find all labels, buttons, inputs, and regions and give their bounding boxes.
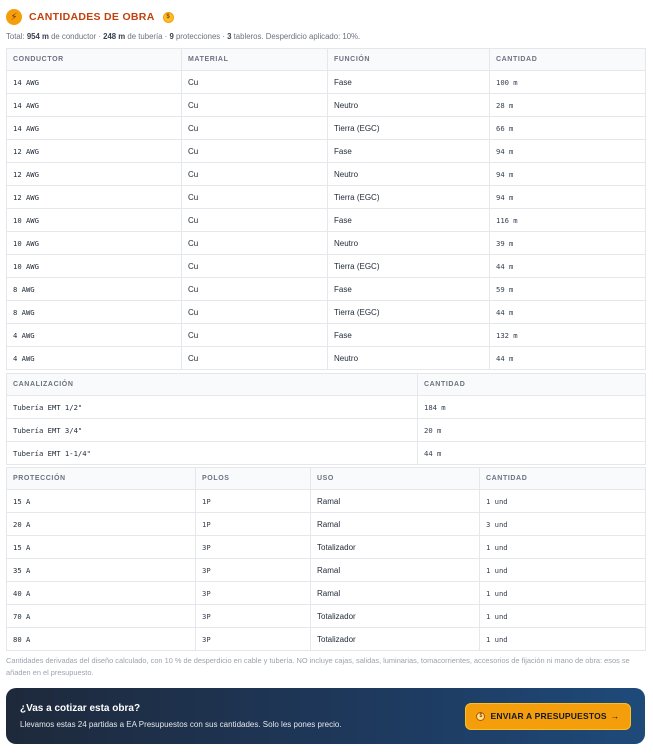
table-row xyxy=(7,605,646,628)
function-cell: Fase xyxy=(328,278,490,301)
use-cell: Ramal xyxy=(311,490,480,513)
function-cell: Fase xyxy=(328,324,490,347)
use-cell: Totalizador xyxy=(311,605,480,628)
material-cell: Cu xyxy=(182,324,328,347)
summary-conductor-label: de conductor · xyxy=(51,32,101,41)
quantity-cell: 1 und xyxy=(480,605,646,628)
conductors-table xyxy=(6,48,646,370)
protection-cell: 15 A xyxy=(7,490,196,513)
protection-cell: 80 A xyxy=(7,628,196,651)
table-row xyxy=(7,419,646,442)
function-cell: Tierra (EGC) xyxy=(328,117,490,140)
table-row xyxy=(7,301,646,324)
table-row xyxy=(7,209,646,232)
material-cell: Cu xyxy=(182,94,328,117)
bolt-icon: ⚡ xyxy=(6,9,22,25)
send-button-label: ENVIAR A PRESUPUESTOS xyxy=(490,711,607,721)
canalizacion-header-row xyxy=(7,374,646,396)
protection-cell: 70 A xyxy=(7,605,196,628)
table-row xyxy=(7,140,646,163)
function-cell: Fase xyxy=(328,71,490,94)
cta-subtitle: Llevamos estas 24 partidas a EA Presupuestos con sus cantidades. Solo les pones precio. xyxy=(20,720,342,729)
protection-cell: 40 A xyxy=(7,582,196,605)
material-cell: Cu xyxy=(182,71,328,94)
quantity-cell: 20 m xyxy=(418,419,646,442)
use-cell: Ramal xyxy=(311,559,480,582)
table-row xyxy=(7,255,646,278)
use-cell: Totalizador xyxy=(311,536,480,559)
table-row xyxy=(7,536,646,559)
send-to-budgets-button[interactable] xyxy=(465,703,631,730)
poles-cell: 3P xyxy=(196,628,311,651)
conduit-cell: Tubería EMT 3/4" xyxy=(7,419,418,442)
conductor-cell: 8 AWG xyxy=(7,278,182,301)
table-row xyxy=(7,71,646,94)
column-header: MATERIAL xyxy=(182,49,328,71)
quantity-cell: 132 m xyxy=(490,324,646,347)
conductor-cell: 12 AWG xyxy=(7,140,182,163)
table-row xyxy=(7,94,646,117)
quantity-cell: 1 und xyxy=(480,559,646,582)
quantity-cell: 1 und xyxy=(480,628,646,651)
quantity-cell: 44 m xyxy=(490,347,646,370)
column-header: FUNCIÓN xyxy=(328,49,490,71)
protection-cell: 15 A xyxy=(7,536,196,559)
column-header: CANTIDAD xyxy=(418,374,646,396)
poles-cell: 1P xyxy=(196,513,311,536)
summary-protecciones-value: 9 xyxy=(169,32,174,41)
poles-cell: 3P xyxy=(196,605,311,628)
summary-tableros-value: 3 xyxy=(227,32,232,41)
function-cell: Tierra (EGC) xyxy=(328,255,490,278)
function-cell: Neutro xyxy=(328,163,490,186)
column-header: CANTIDAD xyxy=(480,468,646,490)
material-cell: Cu xyxy=(182,209,328,232)
summary-tuberia-value: 248 m xyxy=(103,32,126,41)
poles-cell: 3P xyxy=(196,536,311,559)
poles-cell: 3P xyxy=(196,582,311,605)
protection-cell: 35 A xyxy=(7,559,196,582)
protection-cell: 20 A xyxy=(7,513,196,536)
material-cell: Cu xyxy=(182,255,328,278)
table-row xyxy=(7,117,646,140)
poles-cell: 3P xyxy=(196,559,311,582)
summary-prefix: Total: xyxy=(6,32,25,41)
function-cell: Tierra (EGC) xyxy=(328,186,490,209)
material-cell: Cu xyxy=(182,301,328,324)
column-header: CANALIZACIÓN xyxy=(7,374,418,396)
quantity-cell: 94 m xyxy=(490,186,646,209)
column-header: CONDUCTOR xyxy=(7,49,182,71)
column-header: PROTECCIÓN xyxy=(7,468,196,490)
material-cell: Cu xyxy=(182,347,328,370)
cta-banner xyxy=(6,688,645,744)
conductor-cell: 12 AWG xyxy=(7,163,182,186)
quantity-cell: 1 und xyxy=(480,490,646,513)
table-row xyxy=(7,232,646,255)
material-cell: Cu xyxy=(182,140,328,163)
protecciones-header-row xyxy=(7,468,646,490)
quantity-cell: 94 m xyxy=(490,163,646,186)
quantity-cell: 100 m xyxy=(490,71,646,94)
canalizacion-table xyxy=(6,373,646,465)
quantity-cell: 1 und xyxy=(480,582,646,605)
quantity-cell: 39 m xyxy=(490,232,646,255)
table-row xyxy=(7,186,646,209)
use-cell: Totalizador xyxy=(311,628,480,651)
conductor-cell: 14 AWG xyxy=(7,117,182,140)
section-title: CANTIDADES DE OBRA xyxy=(29,11,155,23)
table-row xyxy=(7,163,646,186)
material-cell: Cu xyxy=(182,278,328,301)
material-cell: Cu xyxy=(182,186,328,209)
quantity-cell: 66 m xyxy=(490,117,646,140)
table-row xyxy=(7,442,646,465)
summary-tableros-label: tableros. Desperdicio aplicado: 10%. xyxy=(233,32,361,41)
table-row xyxy=(7,278,646,301)
conductor-cell: 14 AWG xyxy=(7,71,182,94)
table-row xyxy=(7,396,646,419)
footnote: Cantidades derivadas del diseño calculado, con 10 % de desperdicio en cable y tubería. NO incluye cajas, salidas, luminarias, tomacorrientes, accesorios de fijación ni mano de obra: esos se añaden en el presupuesto. xyxy=(6,656,630,677)
conductor-cell: 10 AWG xyxy=(7,232,182,255)
function-cell: Neutro xyxy=(328,232,490,255)
table-row xyxy=(7,490,646,513)
table-row xyxy=(7,559,646,582)
coin-icon: $ xyxy=(476,712,485,721)
table-row xyxy=(7,347,646,370)
quantity-cell: 94 m xyxy=(490,140,646,163)
conductor-cell: 10 AWG xyxy=(7,209,182,232)
table-row xyxy=(7,513,646,536)
summary-protecciones-label: protecciones · xyxy=(175,32,225,41)
function-cell: Neutro xyxy=(328,94,490,117)
quantity-cell: 44 m xyxy=(490,255,646,278)
conductor-cell: 10 AWG xyxy=(7,255,182,278)
use-cell: Ramal xyxy=(311,513,480,536)
conductors-header-row xyxy=(7,49,646,71)
quantity-cell: 116 m xyxy=(490,209,646,232)
column-header: POLOS xyxy=(196,468,311,490)
quantity-cell: 3 und xyxy=(480,513,646,536)
table-row xyxy=(7,582,646,605)
conductor-cell: 4 AWG xyxy=(7,347,182,370)
function-cell: Fase xyxy=(328,209,490,232)
summary-line xyxy=(6,32,360,41)
material-cell: Cu xyxy=(182,163,328,186)
function-cell: Neutro xyxy=(328,347,490,370)
quantity-cell: 44 m xyxy=(418,442,646,465)
poles-cell: 1P xyxy=(196,490,311,513)
conductor-cell: 14 AWG xyxy=(7,94,182,117)
quantity-cell: 59 m xyxy=(490,278,646,301)
coin-icon: $ xyxy=(163,12,174,23)
table-row xyxy=(7,324,646,347)
conduit-cell: Tubería EMT 1-1/4" xyxy=(7,442,418,465)
summary-conductor-value: 954 m xyxy=(26,32,49,41)
function-cell: Tierra (EGC) xyxy=(328,301,490,324)
protecciones-table xyxy=(6,467,646,651)
function-cell: Fase xyxy=(328,140,490,163)
conductor-cell: 12 AWG xyxy=(7,186,182,209)
column-header: CANTIDAD xyxy=(490,49,646,71)
cta-title: ¿Vas a cotizar esta obra? xyxy=(20,703,141,714)
conductor-cell: 4 AWG xyxy=(7,324,182,347)
section-header xyxy=(6,8,174,26)
conductor-cell: 8 AWG xyxy=(7,301,182,324)
conduit-cell: Tubería EMT 1/2" xyxy=(7,396,418,419)
material-cell: Cu xyxy=(182,232,328,255)
use-cell: Ramal xyxy=(311,582,480,605)
quantity-cell: 44 m xyxy=(490,301,646,324)
quantity-cell: 1 und xyxy=(480,536,646,559)
table-row xyxy=(7,628,646,651)
material-cell: Cu xyxy=(182,117,328,140)
cta-text xyxy=(20,703,465,729)
quantity-cell: 28 m xyxy=(490,94,646,117)
summary-tuberia-label: de tubería · xyxy=(127,32,168,41)
quantity-cell: 184 m xyxy=(418,396,646,419)
column-header: USO xyxy=(311,468,480,490)
arrow-right-icon: → xyxy=(610,711,620,721)
